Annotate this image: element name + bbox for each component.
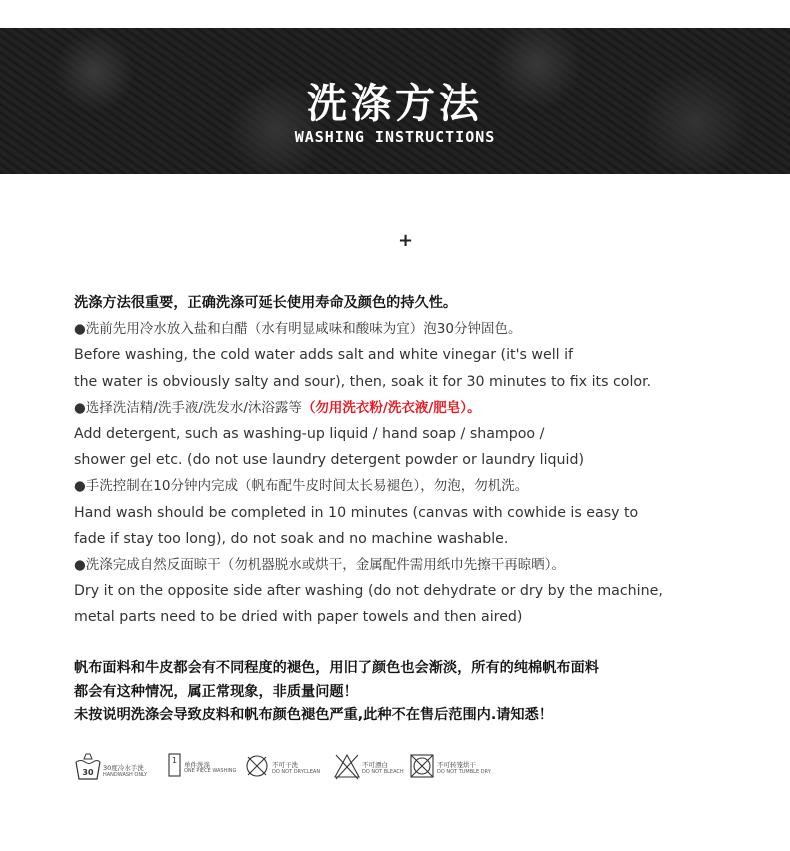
notice-line-2: 都会有这种情况，属正常现象，非质量问题！ — [74, 683, 358, 700]
wash-separately-icon — [168, 752, 182, 780]
care-label-cn: 不可漂白 — [362, 761, 388, 769]
care-label-cn: 不可干洗 — [272, 761, 298, 769]
step-3-en-1: Hand wash should be completed in 10 minutes (canvas with cowhide is easy to — [74, 504, 639, 521]
care-item-no-bleach — [333, 752, 408, 786]
step-1-en-1: Before washing, the cold water adds salt and white vinegar (it's well if — [74, 347, 574, 364]
banner-title: 洗涤方法 — [307, 81, 483, 127]
step-2-cn-text: ●选择洗洁精/洗手液/洗发水/沐浴露等 — [74, 399, 302, 416]
step-2-cn — [74, 395, 754, 421]
care-label-cn: 30度冷水手洗 — [103, 764, 144, 772]
svg-text:30: 30 — [82, 768, 94, 777]
banner-subtitle: WASHING INSTRUCTIONS — [294, 128, 496, 146]
svg-text:1: 1 — [171, 756, 178, 765]
care-label-cn: 不可转笼烘干 — [437, 761, 476, 769]
no-tumble-dry-icon — [409, 752, 435, 780]
care-item-no-dryclean — [245, 752, 330, 786]
step-2-warning: （勿用洗衣粉/洗衣液/肥皂） — [301, 399, 468, 416]
step-2-en-1: Add detergent, such as washing-up liquid / hand soap / shampoo / — [74, 426, 545, 443]
step-4-cn: ●洗涤完成自然反面晾干（勿机器脱水或烘干，金属配件需用纸巾先擦干再晾晒）。 — [74, 557, 566, 574]
plus-divider-icon: + — [398, 230, 414, 251]
no-bleach-icon — [333, 752, 361, 780]
care-label-en: HANDWASH ONLY — [103, 772, 148, 778]
step-3-cn: ●手洗控制在10分钟内完成（帆布配牛皮时间太长易褪色），勿泡，勿机洗。 — [74, 478, 529, 495]
step-4-en-2: metal parts need to be dried with paper towels and then aired) — [74, 609, 523, 626]
step-2-end: 。 — [467, 399, 481, 416]
care-label-cn: 单件洗涤 — [184, 761, 210, 769]
notice-line-1: 帆布面料和牛皮都会有不同程度的褪色，用旧了颜色也会渐淡，所有的纯棉帆布面料 — [74, 660, 599, 676]
care-label-en: DO NOT DRYCLEAN — [272, 769, 321, 775]
step-3-en-2: fade if stay too long), do not soak and no machine washable. — [74, 530, 509, 547]
step-1-cn: ●洗前先用冷水放入盐和白醋（水有明显咸味和酸味为宜）泡30分钟固色。 — [74, 321, 522, 338]
notice-line-3: 未按说明洗涤会导致皮料和帆布颜色褪色严重,此种不在售后范围内.请知悉！ — [74, 707, 553, 723]
care-label-en: DO NOT BLEACH — [362, 769, 404, 775]
header-banner — [0, 28, 790, 174]
care-item-no-tumble-dry — [409, 752, 504, 786]
care-label-en: DO NOT TUMBLE DRY — [437, 769, 491, 775]
step-4-en-1: Dry it on the opposite side after washing (do not dehydrate or dry by the machine, — [74, 583, 663, 600]
step-2-en-2: shower gel etc. (do not use laundry detergent powder or laundry liquid) — [74, 452, 585, 469]
intro-text: 洗涤方法很重要，正确洗涤可延长使用寿命及颜色的持久性。 — [74, 295, 458, 311]
hand-wash-30-icon — [74, 752, 102, 782]
care-item-single — [168, 752, 242, 786]
care-label-en: ONE PIECE WASHING — [184, 768, 237, 774]
instructions-body — [74, 290, 754, 631]
care-item-handwash — [74, 752, 166, 786]
notice-block — [74, 657, 599, 728]
no-dryclean-icon — [245, 752, 269, 780]
step-1-en-2: the water is obviously salty and sour), then, soak it for 30 minutes to fix its color. — [74, 373, 652, 390]
